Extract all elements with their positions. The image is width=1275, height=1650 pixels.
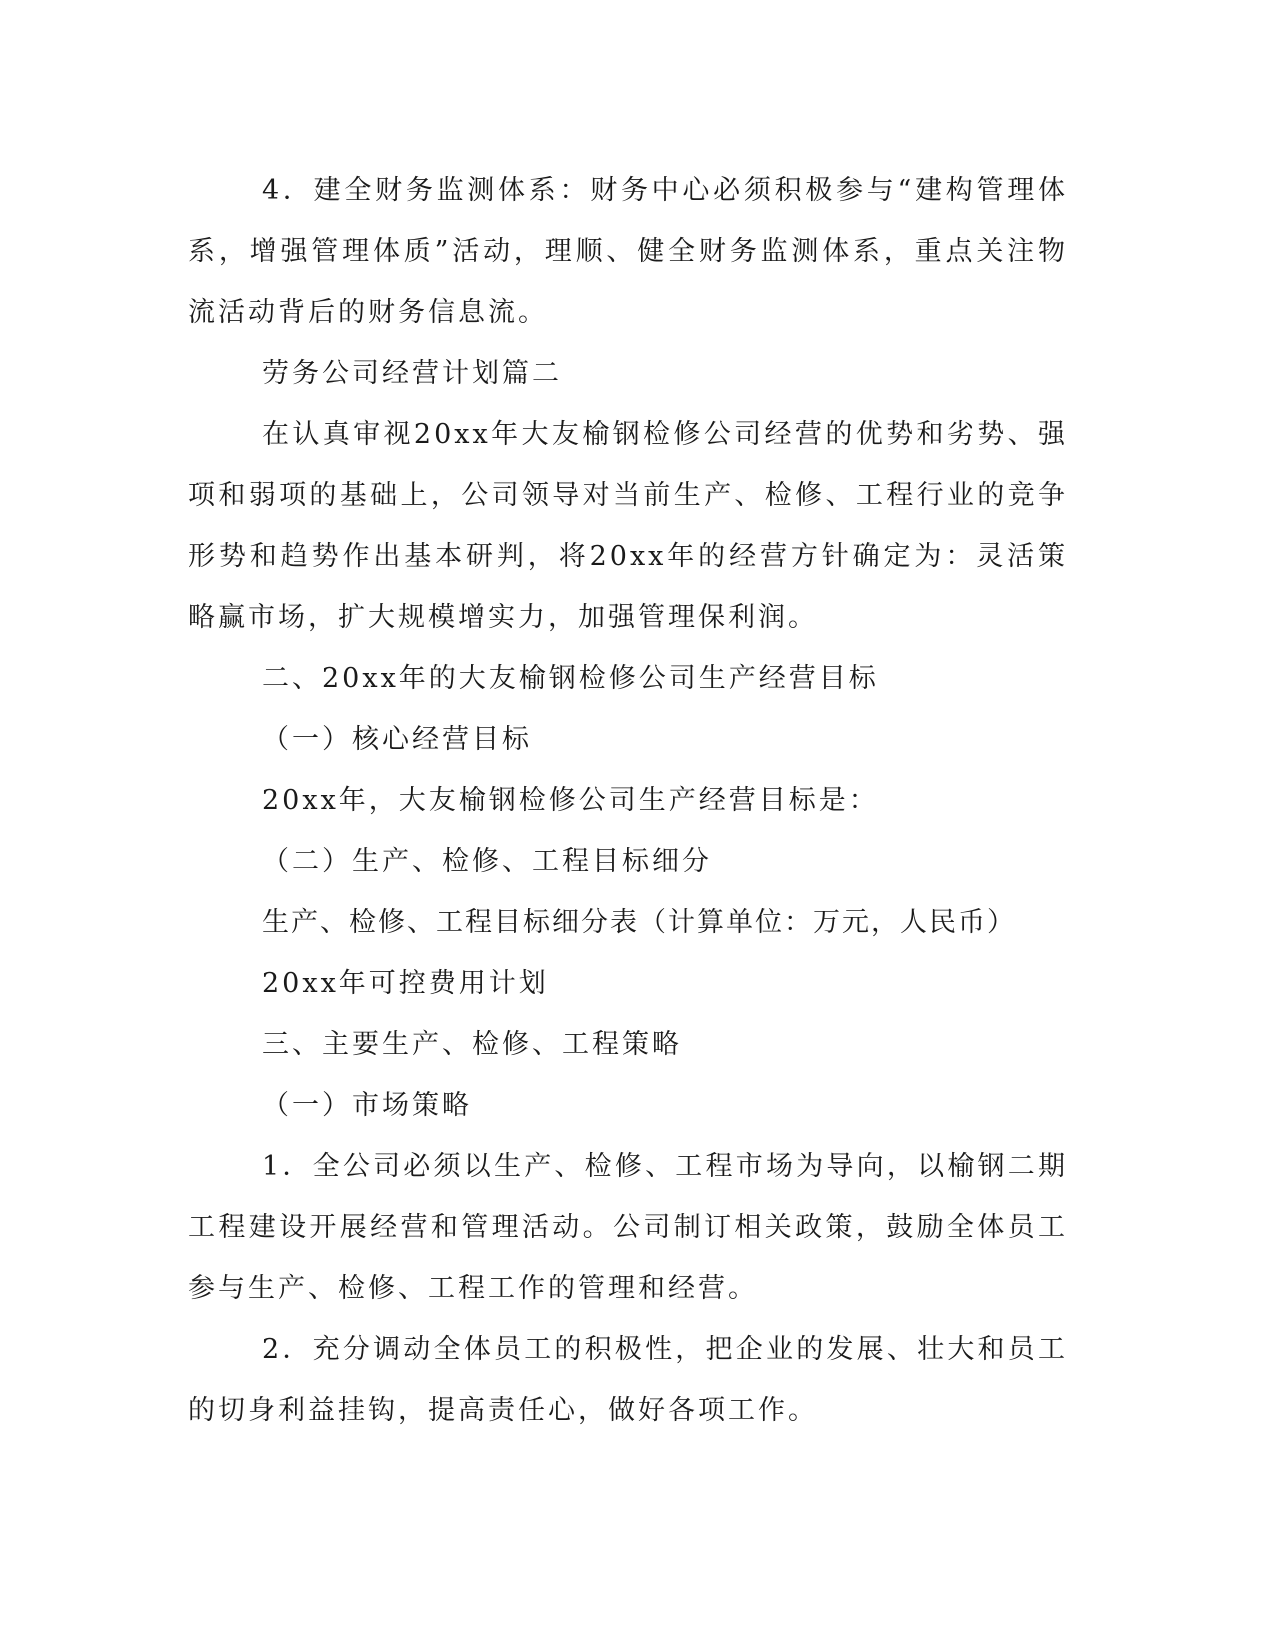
heading-strategies: 三、主要生产、检修、工程策略	[262, 1029, 682, 1060]
paragraph-core-targets: 20xx年，大友榆钢检修公司生产经营目标是：	[262, 785, 879, 816]
paragraph-market-strategy-1: 1．全公司必须以生产、检修、工程市场为导向，以榆钢二期工程建设开展经营和管理活动。公司制订相关政策，鼓励全体员工参与生产、检修、工程工作的管理和经营。	[188, 1151, 1068, 1304]
subheading-market-strategy: （一）市场策略	[262, 1090, 472, 1121]
paragraph-market-strategy-2: 2．充分调动全体员工的积极性，把企业的发展、壮大和员工的切身利益挂钩，提高责任心，做好各项工作。	[188, 1334, 1068, 1426]
subheading-core-targets: （一）核心经营目标	[262, 724, 532, 755]
paragraph-business-policy: 在认真审视20xx年大友榆钢检修公司经营的优势和劣势、强项和弱项的基础上，公司领导对当前生产、检修、工程行业的竞争形势和趋势作出基本研判，将20xx年的经营方针确定为：灵活策略赢市场，扩大规模增实力，加强管理保利润。	[188, 419, 1068, 633]
section-title-part-two: 劳务公司经营计划篇二	[262, 358, 562, 389]
paragraph-controllable-costs: 20xx年可控费用计划	[262, 968, 549, 999]
paragraph-finance-monitoring: 4．建全财务监测体系：财务中心必须积极参与“建构管理体系，增强管理体质”活动，理顺、健全财务监测体系，重点关注物流活动背后的财务信息流。	[188, 175, 1068, 328]
table-caption-target-breakdown: 生产、检修、工程目标细分表（计算单位：万元，人民币）	[262, 907, 1016, 938]
document-body	[188, 160, 1068, 1441]
subheading-target-breakdown: （二）生产、检修、工程目标细分	[262, 846, 712, 877]
heading-production-targets: 二、20xx年的大友榆钢检修公司生产经营目标	[262, 663, 879, 694]
